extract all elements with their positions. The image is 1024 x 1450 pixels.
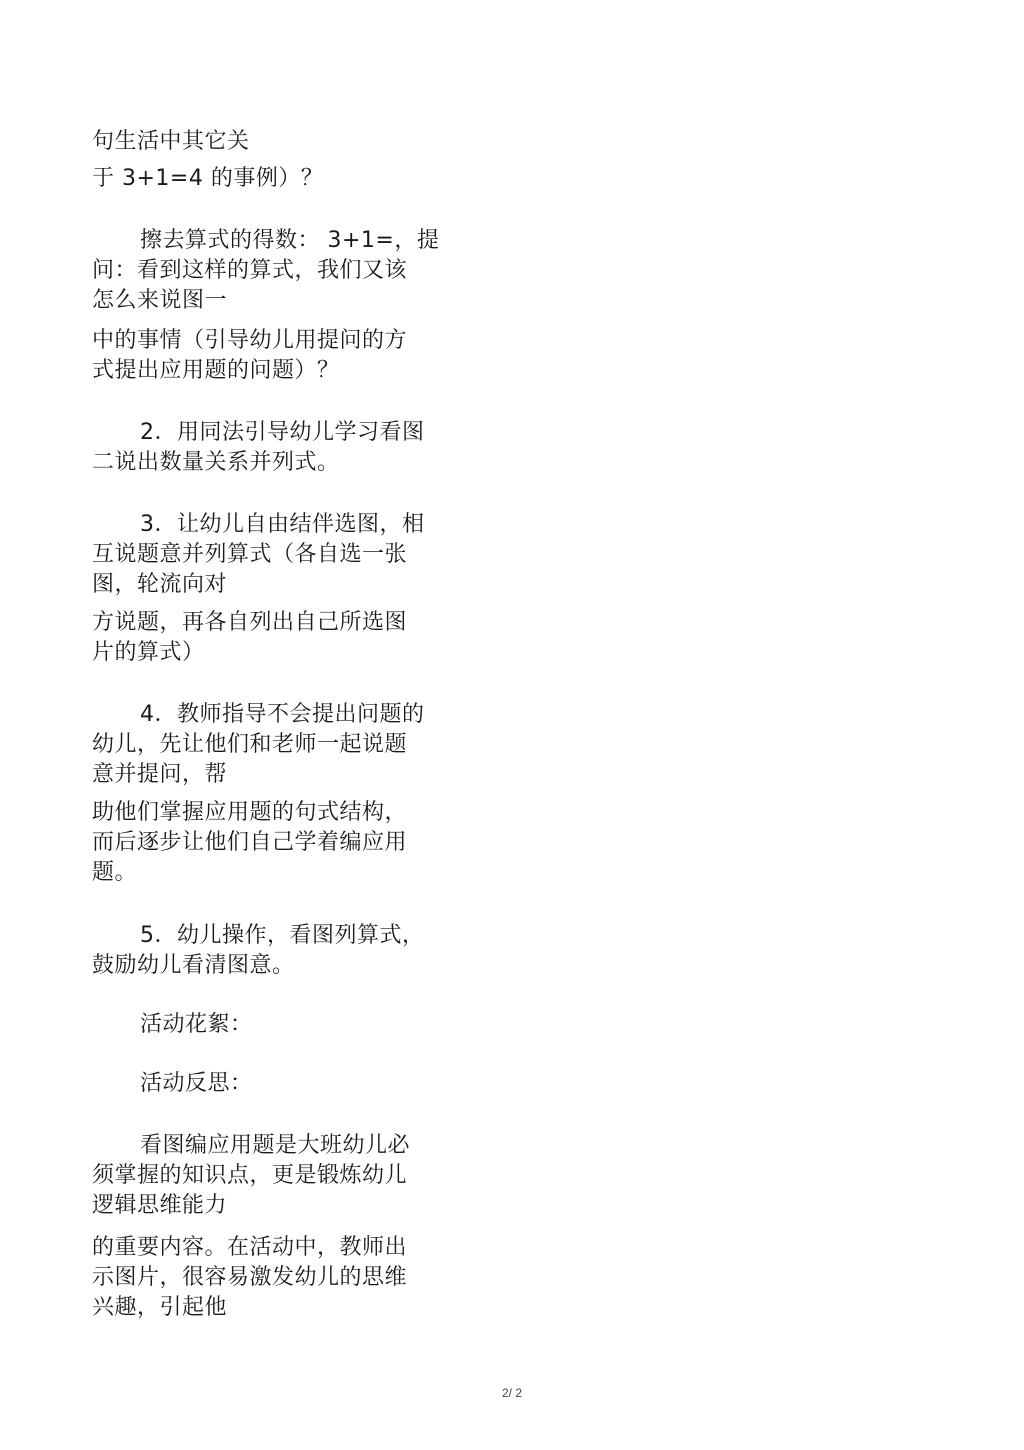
text-line: 图，轮流向对 [92, 572, 228, 597]
text-line: 5．幼儿操作，看图列算式， [140, 923, 425, 948]
text-line: 意并提问，帮 [92, 762, 228, 787]
text-line: 逻辑思维能力 [92, 1193, 228, 1218]
text-line: 3．让幼儿自由结伴选图，相 [140, 512, 425, 537]
text-line: 鼓励幼儿看清图意。 [92, 953, 295, 978]
text-line: 方说题，再各自列出自己所选图 [92, 610, 408, 635]
text-line: 助他们掌握应用题的句式结构， [92, 800, 408, 825]
text-line: 擦去算式的得数： 3+1=，提 [140, 228, 440, 253]
page-number: 2/ 2 [501, 1386, 522, 1400]
text-line: 片的算式） [92, 640, 205, 665]
text-line: 幼儿，先让他们和老师一起说题 [92, 732, 408, 757]
text-line: 4．教师指导不会提出问题的 [140, 702, 425, 727]
text-line: 互说题意并列算式（各自选一张 [92, 542, 408, 567]
text-line: 兴趣，引起他 [92, 1295, 228, 1320]
text-line: 中的事情（引导幼儿用提问的方 [92, 328, 408, 353]
text-line: 题。 [92, 860, 138, 885]
text-line: 示图片，很容易激发幼儿的思维 [92, 1265, 408, 1290]
text-line: 的重要内容。在活动中，教师出 [92, 1235, 408, 1260]
text-line: 句生活中其它关 [92, 129, 250, 154]
text-line: 怎么来说图一 [92, 288, 228, 313]
text-line: 式提出应用题的问题）？ [92, 358, 340, 383]
section-heading: 活动花絮： [140, 1012, 253, 1037]
text-line: 二说出数量关系并列式。 [92, 450, 340, 475]
text-line: 须掌握的知识点，更是锻炼幼儿 [92, 1163, 408, 1188]
section-heading: 活动反思： [140, 1071, 253, 1096]
text-line: 看图编应用题是大班幼儿必 [140, 1133, 411, 1158]
text-line: 2．用同法引导幼儿学习看图 [140, 420, 425, 445]
text-line: 问：看到这样的算式，我们又该 [92, 258, 408, 283]
text-line: 而后逐步让他们自己学着编应用 [92, 830, 408, 855]
text-line: 于 3+1=4 的事例）？ [92, 166, 324, 191]
